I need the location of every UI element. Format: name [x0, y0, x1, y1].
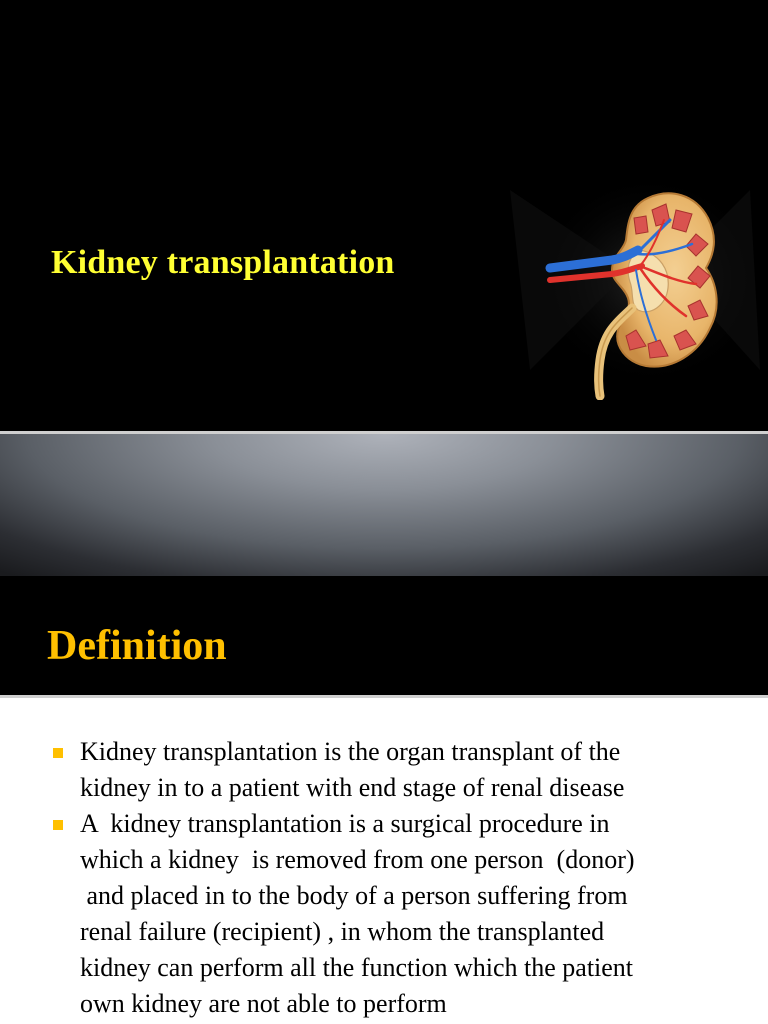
bullet-line: kidney in to a patient with end stage of renal disease [80, 773, 625, 802]
slide-title: Kidney transplantation [51, 244, 395, 281]
gradient-banner [0, 434, 768, 576]
bullet-line: A kidney transplantation is a surgical procedure in [80, 809, 610, 838]
definition-slide [0, 434, 768, 1024]
title-slide [0, 0, 768, 432]
bullet-marker-icon [53, 748, 63, 758]
bullet-line: which a kidney is removed from one person (donor) [80, 845, 635, 874]
bullet-line: renal failure (recipient) , in whom the transplanted [80, 917, 605, 946]
slide-heading: Definition [47, 623, 227, 669]
bullet-marker-icon [53, 820, 63, 830]
bullet-line: kidney can perform all the function which the patient [80, 953, 634, 982]
bullet-line: Kidney transplantation is the organ transplant of the [80, 737, 621, 766]
bullet-line: and placed in to the body of a person suffering from [80, 881, 628, 910]
kidney-illustration [500, 170, 768, 400]
heading-band [0, 576, 768, 695]
bullet-line: own kidney are not able to perform [80, 989, 447, 1018]
slide-body [0, 698, 768, 1024]
